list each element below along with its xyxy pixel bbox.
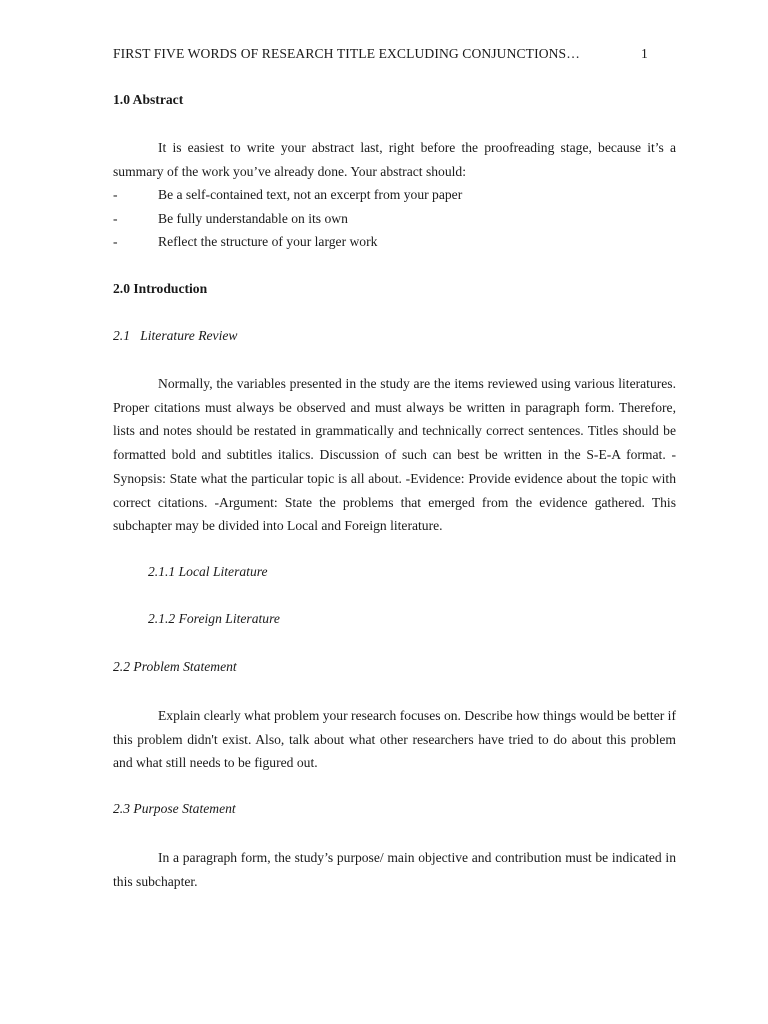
running-header-title: FIRST FIVE WORDS OF RESEARCH TITLE EXCLUDING CONJUNCTIONS…	[113, 46, 580, 61]
bullet-dash: -	[113, 187, 118, 202]
abstract-bullet-list	[113, 183, 676, 254]
list-item	[113, 183, 676, 207]
introduction-heading: 2.0 Introduction	[113, 281, 208, 296]
literature-review-paragraph: Normally, the variables presented in the study are the items reviewed using various literatures. Proper citations must always be observed and must always be written in paragraph form. Therefore, lists and notes should be restated in grammatically and technically correct sentences. Titles should be formatted bold and subtitles italics. Discussion of such can best be written in the S-E-A format. -Synopsis: State what the particular topic is all about. -Evidence: Provide evidence about the topic with correct citations. -Argument: State the problems that emerged from the evidence gathered. This subchapter may be divided into Local and Foreign literature.	[113, 376, 676, 534]
problem-statement-heading: 2.2 Problem Statement	[113, 659, 237, 674]
purpose-statement-heading: 2.3 Purpose Statement	[113, 801, 236, 816]
literature-review-heading: 2.1 Literature Review	[113, 328, 238, 343]
running-header	[113, 46, 653, 64]
bullet-text: Reflect the structure of your larger work	[158, 234, 378, 250]
bullet-text: Be fully understandable on its own	[158, 210, 348, 226]
purpose-statement-paragraph: In a paragraph form, the study’s purpose/ main objective and contribution must be indicated in this subchapter.	[113, 850, 676, 889]
abstract-heading: 1.0 Abstract	[113, 92, 184, 107]
problem-statement-paragraph: Explain clearly what problem your research focuses on. Describe how things would be better if this problem didn't exist. Also, talk about what other researchers have tried to do about this problem and what still needs to be figured out.	[113, 708, 676, 771]
abstract-paragraph: It is easiest to write your abstract last, right before the proofreading stage, because it’s a summary of the work you’ve already done. Your abstract should:	[113, 140, 676, 179]
list-item	[113, 207, 676, 231]
local-literature-heading: 2.1.1 Local Literature	[148, 564, 268, 579]
bullet-dash: -	[113, 234, 118, 250]
bullet-text: Be a self-contained text, not an excerpt from your paper	[158, 187, 463, 202]
foreign-literature-heading: 2.1.2 Foreign Literature	[148, 611, 280, 626]
list-item	[113, 230, 676, 254]
page-number: 1	[641, 46, 648, 61]
bullet-dash: -	[113, 210, 118, 226]
